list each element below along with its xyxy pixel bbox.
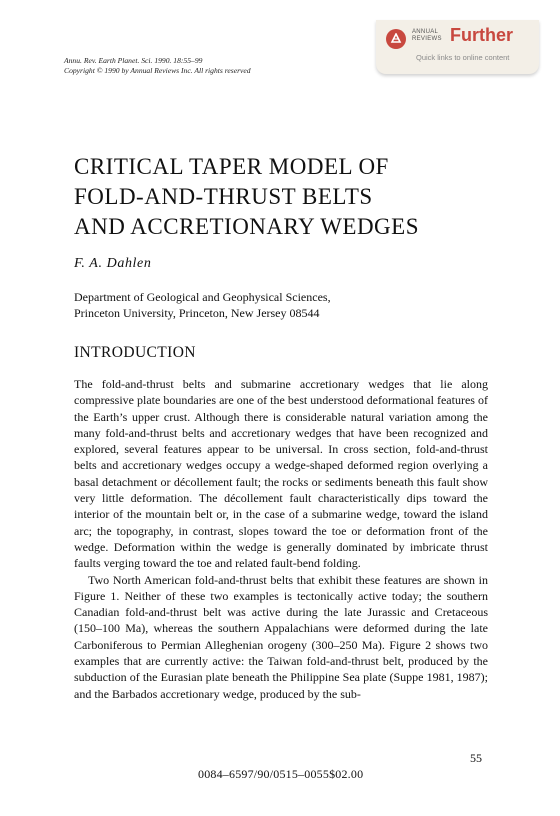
annual-reviews-logo-icon (386, 29, 406, 49)
author-affiliation (74, 289, 331, 321)
section-heading: INTRODUCTION (74, 344, 196, 361)
annual-reviews-wordmark: ANNUAL REVIEWS (412, 29, 442, 42)
title-line: AND ACCRETIONARY WEDGES (74, 214, 420, 239)
further-wordmark: Further (450, 25, 513, 45)
affiliation-line: Department of Geological and Geophysical Sciences, (74, 290, 331, 304)
journal-header (64, 56, 251, 76)
author-name: F. A. Dahlen (74, 256, 152, 271)
article-title (74, 152, 494, 242)
affiliation-line: Princeton University, Princeton, New Jersey 08544 (74, 306, 320, 320)
further-subtitle: Quick links to online content (416, 53, 510, 62)
paragraph: Two North American fold-and-thrust belts that exhibit these features are shown in Figure 1. Neither of these two examples is tectonically active today; the southern Canadian fold-and-thrust belt was active during the late Jurassic and Cretaceous (150–100 Ma), whereas the southern Appalachians were deformed during the late Carboniferous to Permian Alleghenian orogeny (300–250 Ma). Figure 2 shows two examples that are currently active: the Taiwan fold-and-thrust belt, produced by the subduction of the Eurasian plate beneath the Philippine Sea plate (Suppe 1981, 1987); and the Barbados accretionary wedge, produced by the sub- (74, 572, 488, 701)
article-code: 0084–6597/90/0515–0055$02.00 (198, 767, 364, 781)
further-badge[interactable] (376, 20, 539, 74)
paragraph: The fold-and-thrust belts and submarine accretionary wedges that lie along compressive plate boundaries are one of the best understood deformational features of the Earth’s upper crust. Although there is considerable natural variation among the many fold-and-thrust belts and accretionary wedges that have been recognized and explored, several features appear to be universal. In cross section, fold-and-thrust belts and accretionary wedges occupy a wedge-shaped deformed region overlying a basal detachment or décollement fault; the rocks or sediments beneath this fault show very little deformation. The décollement fault characteristically dips toward the interior of the mountain belt or, in the case of a submarine wedge, toward the island arc; the topography, in contrast, slopes toward the toe or deformation front of the wedge. Deformation within the wedge is generally dominated by imbricate thrust faults verging toward the toe and related fault-bend folding. (74, 377, 488, 571)
body-text (74, 376, 488, 702)
title-line: CRITICAL TAPER MODEL OF (74, 154, 389, 179)
title-line: FOLD-AND-THRUST BELTS (74, 184, 373, 209)
copyright-notice: Copyright © 1990 by Annual Reviews Inc. All rights reserved (64, 66, 251, 75)
page-number: 55 (470, 751, 482, 765)
journal-citation: Annu. Rev. Earth Planet. Sci. 1990. 18:55–99 (64, 56, 203, 65)
